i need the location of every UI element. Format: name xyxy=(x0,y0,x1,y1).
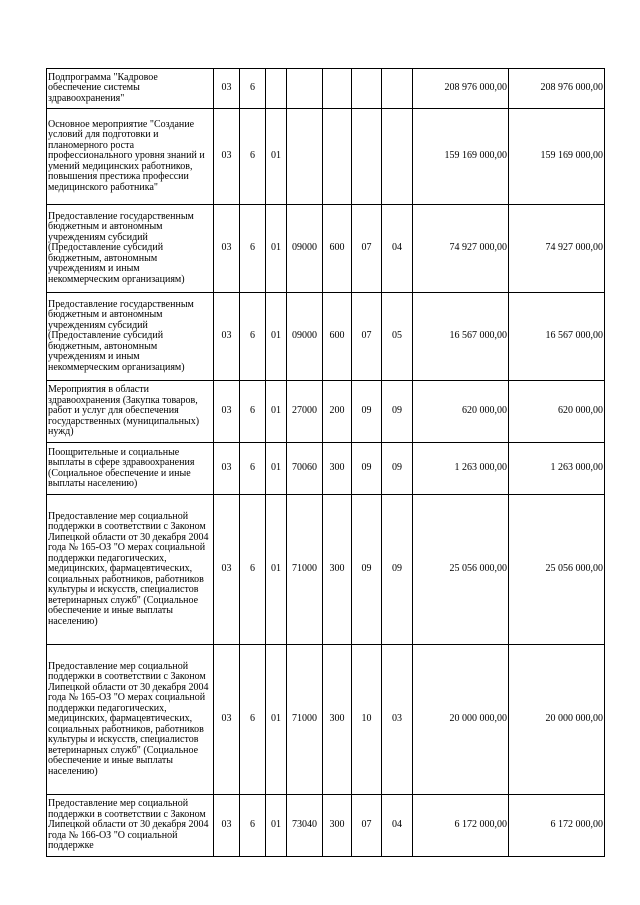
amount-1-cell: 208 976 000,00 xyxy=(413,69,509,109)
table-body xyxy=(47,69,605,857)
code-1-cell: 03 xyxy=(214,443,240,495)
code-2-cell: 6 xyxy=(240,495,266,645)
expense-type-cell xyxy=(323,69,352,109)
amount-1-cell: 6 172 000,00 xyxy=(413,795,509,857)
row-name-cell: Основное мероприятие "Создание условий для подготовки и планомерного роста профессионального уровня знаний и умений медицинских работников, повышения престижа профессии медицинского работника" xyxy=(47,109,214,205)
code-4-cell: 73040 xyxy=(287,795,323,857)
expense-type-cell: 300 xyxy=(323,443,352,495)
row-name-cell: Предоставление мер социальной поддержки в соответствии с Законом Липецкой области от 30 декабря 2004 года № 165-ОЗ "О мерах социальной поддержки педагогических, медицинских, фармацевтических, социальных работников, работников культуры и искусств, специалистов ветеринарных служб" (Социальное обеспечение и иные выплаты населению) xyxy=(47,495,214,645)
row-name-cell: Предоставление мер социальной поддержки в соответствии с Законом Липецкой области от 30 декабря 2004 года № 166-ОЗ "О социальной поддержке xyxy=(47,795,214,857)
expense-type-cell: 300 xyxy=(323,645,352,795)
code-1-cell: 03 xyxy=(214,381,240,443)
row-name-cell: Предоставление мер социальной поддержки в соответствии с Законом Липецкой области от 30 декабря 2004 года № 165-ОЗ "О мерах социальной поддержки педагогических, медицинских, фармацевтических, социальных работников, работников культуры и искусств, специалистов ветеринарных служб" (Социальное обеспечение и иные выплаты населению) xyxy=(47,645,214,795)
code-4-cell: 09000 xyxy=(287,293,323,381)
section-cell: 09 xyxy=(352,495,382,645)
subsection-cell: 03 xyxy=(382,645,413,795)
code-3-cell: 01 xyxy=(266,795,287,857)
section-cell: 07 xyxy=(352,795,382,857)
budget-table xyxy=(46,68,605,857)
expense-type-cell: 300 xyxy=(323,795,352,857)
subsection-cell: 05 xyxy=(382,293,413,381)
code-2-cell: 6 xyxy=(240,443,266,495)
code-3-cell: 01 xyxy=(266,109,287,205)
row-name-cell: Мероприятия в области здравоохранения (Закупка товаров, работ и услуг для обеспечения государственных (муниципальных) нужд) xyxy=(47,381,214,443)
code-3-cell: 01 xyxy=(266,495,287,645)
amount-1-cell: 20 000 000,00 xyxy=(413,645,509,795)
expense-type-cell: 600 xyxy=(323,293,352,381)
row-name-cell: Предоставление государственным бюджетным и автономным учреждениям субсидий (Предоставление субсидий бюджетным, автономным учреждениям и иным некоммерческим организациям) xyxy=(47,293,214,381)
amount-1-cell: 159 169 000,00 xyxy=(413,109,509,205)
expense-type-cell: 300 xyxy=(323,495,352,645)
code-1-cell: 03 xyxy=(214,205,240,293)
amount-2-cell: 25 056 000,00 xyxy=(509,495,605,645)
code-2-cell: 6 xyxy=(240,795,266,857)
code-4-cell xyxy=(287,109,323,205)
section-cell: 09 xyxy=(352,381,382,443)
code-1-cell: 03 xyxy=(214,109,240,205)
section-cell: 07 xyxy=(352,293,382,381)
amount-2-cell: 159 169 000,00 xyxy=(509,109,605,205)
code-4-cell: 71000 xyxy=(287,645,323,795)
table-row xyxy=(47,293,605,381)
code-1-cell: 03 xyxy=(214,795,240,857)
amount-2-cell: 208 976 000,00 xyxy=(509,69,605,109)
section-cell: 10 xyxy=(352,645,382,795)
code-4-cell: 70060 xyxy=(287,443,323,495)
amount-2-cell: 20 000 000,00 xyxy=(509,645,605,795)
section-cell xyxy=(352,109,382,205)
table-row xyxy=(47,381,605,443)
code-3-cell xyxy=(266,69,287,109)
amount-1-cell: 1 263 000,00 xyxy=(413,443,509,495)
code-4-cell: 71000 xyxy=(287,495,323,645)
row-name-cell: Предоставление государственным бюджетным и автономным учреждениям субсидий (Предоставление субсидий бюджетным, автономным учреждениям и иным некоммерческим организациям) xyxy=(47,205,214,293)
code-2-cell: 6 xyxy=(240,109,266,205)
subsection-cell xyxy=(382,69,413,109)
code-3-cell: 01 xyxy=(266,645,287,795)
table-row xyxy=(47,645,605,795)
subsection-cell: 09 xyxy=(382,381,413,443)
amount-1-cell: 25 056 000,00 xyxy=(413,495,509,645)
section-cell: 07 xyxy=(352,205,382,293)
amount-1-cell: 620 000,00 xyxy=(413,381,509,443)
code-3-cell: 01 xyxy=(266,443,287,495)
table-row xyxy=(47,205,605,293)
code-2-cell: 6 xyxy=(240,205,266,293)
section-cell: 09 xyxy=(352,443,382,495)
table-row xyxy=(47,109,605,205)
code-1-cell: 03 xyxy=(214,293,240,381)
code-3-cell: 01 xyxy=(266,381,287,443)
subsection-cell: 09 xyxy=(382,443,413,495)
amount-2-cell: 1 263 000,00 xyxy=(509,443,605,495)
code-2-cell: 6 xyxy=(240,381,266,443)
amount-2-cell: 74 927 000,00 xyxy=(509,205,605,293)
code-4-cell xyxy=(287,69,323,109)
code-1-cell: 03 xyxy=(214,645,240,795)
amount-2-cell: 16 567 000,00 xyxy=(509,293,605,381)
code-2-cell: 6 xyxy=(240,645,266,795)
code-4-cell: 09000 xyxy=(287,205,323,293)
amount-2-cell: 6 172 000,00 xyxy=(509,795,605,857)
table-row xyxy=(47,495,605,645)
table-row xyxy=(47,443,605,495)
row-name-cell: Поощрительные и социальные выплаты в сфере здравоохранения (Социальное обеспечение и иные выплаты населению) xyxy=(47,443,214,495)
row-name-cell: Подпрограмма "Кадровое обеспечение системы здравоохранения" xyxy=(47,69,214,109)
amount-1-cell: 16 567 000,00 xyxy=(413,293,509,381)
subsection-cell xyxy=(382,109,413,205)
section-cell xyxy=(352,69,382,109)
amount-1-cell: 74 927 000,00 xyxy=(413,205,509,293)
code-3-cell: 01 xyxy=(266,205,287,293)
expense-type-cell: 600 xyxy=(323,205,352,293)
subsection-cell: 09 xyxy=(382,495,413,645)
subsection-cell: 04 xyxy=(382,795,413,857)
code-1-cell: 03 xyxy=(214,69,240,109)
code-2-cell: 6 xyxy=(240,69,266,109)
code-4-cell: 27000 xyxy=(287,381,323,443)
expense-type-cell xyxy=(323,109,352,205)
code-1-cell: 03 xyxy=(214,495,240,645)
subsection-cell: 04 xyxy=(382,205,413,293)
table-row xyxy=(47,69,605,109)
expense-type-cell: 200 xyxy=(323,381,352,443)
amount-2-cell: 620 000,00 xyxy=(509,381,605,443)
table-row xyxy=(47,795,605,857)
code-3-cell: 01 xyxy=(266,293,287,381)
code-2-cell: 6 xyxy=(240,293,266,381)
